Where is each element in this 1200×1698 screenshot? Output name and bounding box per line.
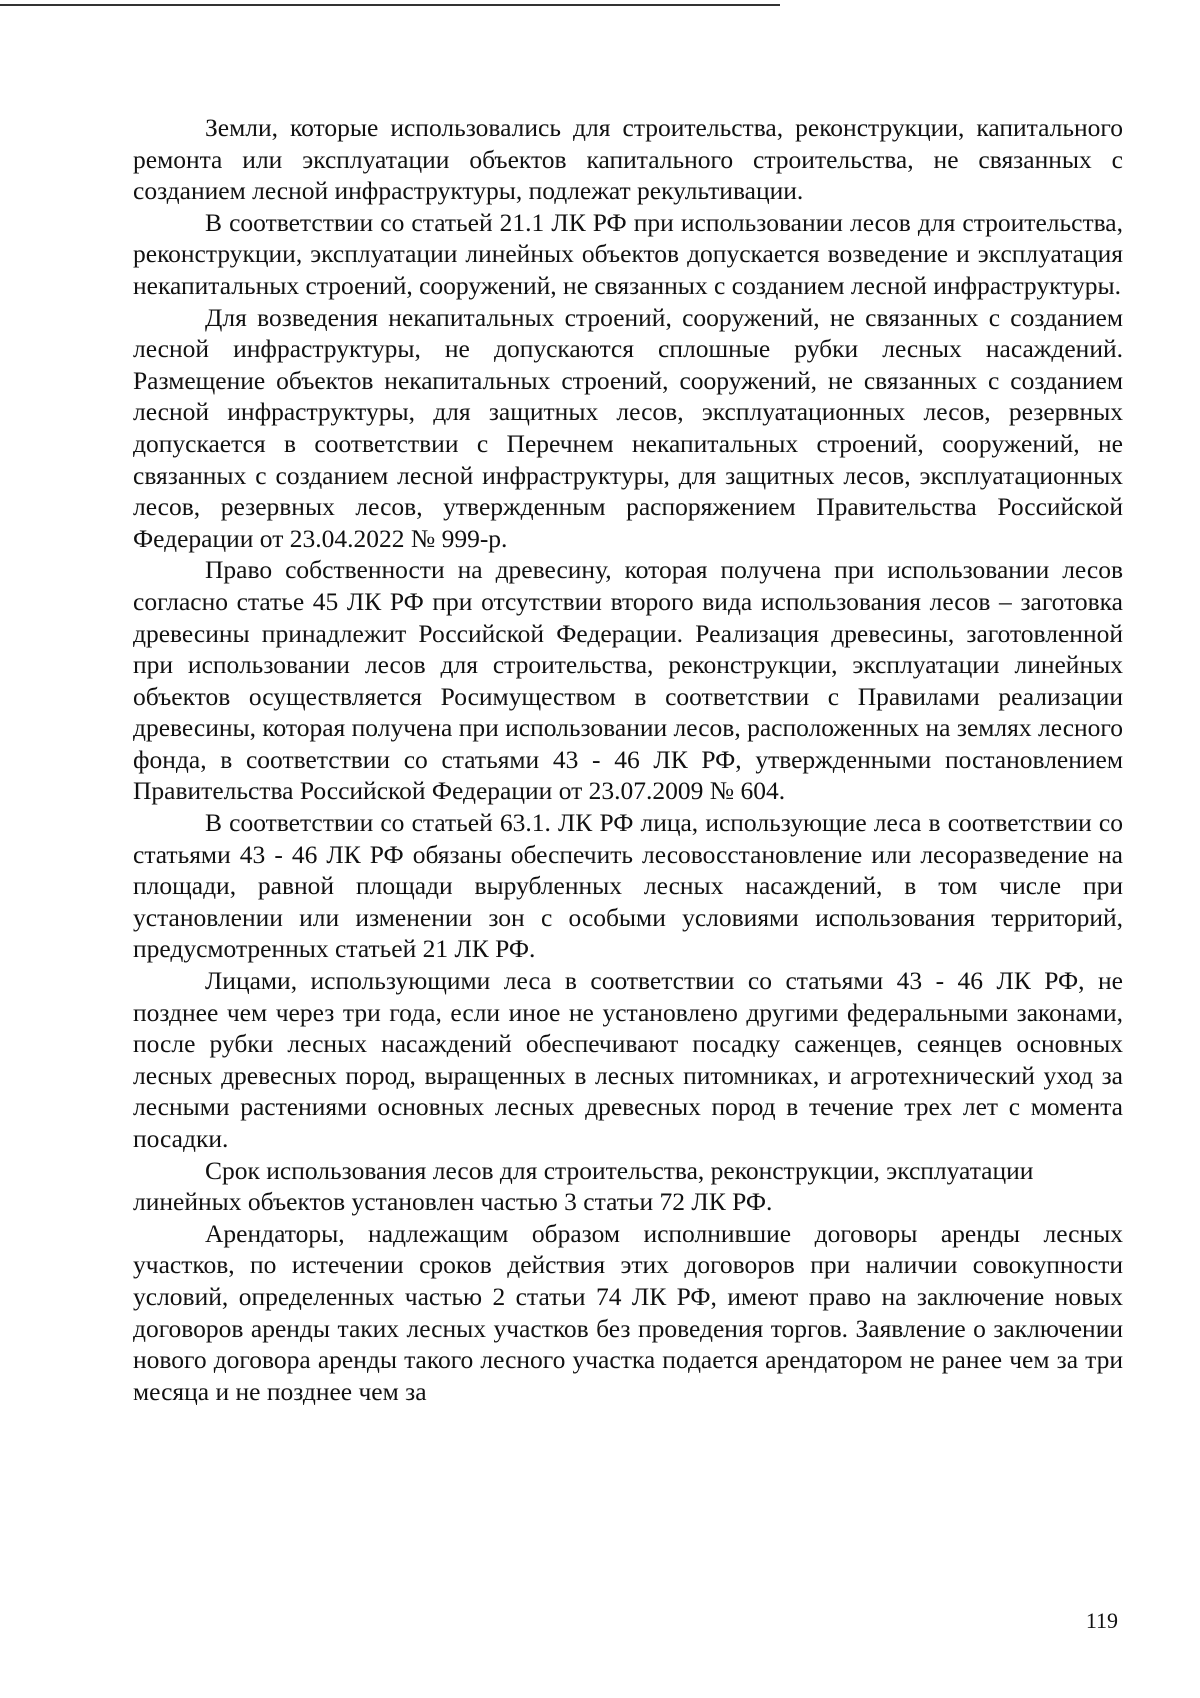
paragraph-timber-ownership: Право собственности на древесину, которая получена при использовании лесов согласно статье 45 ЛК РФ при отсутствии второго вида использования лесов – заготовка древесины принадлежит Российской Федерации. Реализация древесины, заготовленной при использовании лесов для строительства, реконструкции, эксплуатации линейных объектов осуществляется Росимуществом в соответствии с Правилами реализации древесины, которая получена при использовании лесов, расположенных на землях лесного фонда, в соответствии со статьями 43 - 46 ЛК РФ, утвержденными постановлением Правительства Российской Федерации от 23.07.2009 № 604. xyxy=(133,555,1123,806)
document-body xyxy=(133,112,1123,1407)
paragraph-article-21-1: В соответствии со статьей 21.1 ЛК РФ при использовании лесов для строительства, реконструкции, эксплуатации линейных объектов допускается возведение и эксплуатация некапитальных строений, сооружений, не связанных с созданием лесной инфраструктуры. xyxy=(133,207,1123,300)
paragraph-lease-renewal: Арендаторы, надлежащим образом исполнившие договоры аренды лесных участков, по истечении сроков действия этих договоров при наличии совокупности условий, определенных частью 2 статьи 74 ЛК РФ, имеют право на заключение новых договоров аренды таких лесных участков без проведения торгов. Заявление о заключении нового договора аренды такого лесного участка подается арендатором не ранее чем за три месяца и не позднее чем за xyxy=(133,1218,1123,1406)
paragraph-non-capital-structures: Для возведения некапитальных строений, сооружений, не связанных с созданием лесной инфраструктуры, не допускаются сплошные рубки лесных насаждений. Размещение объектов некапитальных строений, сооружений, не связанных с созданием лесной инфраструктуры, для защитных лесов, эксплуатационных лесов, резервных допускается в соответствии с Перечнем некапитальных строений, сооружений, не связанных с созданием лесной инфраструктуры, для защитных лесов, эксплуатационных лесов, резервных лесов, утвержденным распоряжением Правительства Российской Федерации от 23.04.2022 № 999-р. xyxy=(133,302,1123,553)
page-number: 119 xyxy=(1085,1608,1118,1633)
paragraph-article-63-1: В соответствии со статьей 63.1. ЛК РФ лица, использующие леса в соответствии со статьями 43 - 46 ЛК РФ обязаны обеспечить лесовосстановление или лесоразведение на площади, равной площади вырубленных лесных насаждений, в том числе при установлении или изменении зон с особыми условиями использования территорий, предусмотренных статьей 21 ЛК РФ. xyxy=(133,808,1123,964)
top-scan-rule xyxy=(0,4,780,6)
paragraph-usage-term: Срок использования лесов для строительства, реконструкции, эксплуатации линейных объектов установлен частью 3 статьи 72 ЛК РФ. xyxy=(133,1155,1034,1217)
paragraph-reforestation: Лицами, использующими леса в соответствии со статьями 43 - 46 ЛК РФ, не позднее чем через три года, если иное не установлено другими федеральными законами, после рубки лесных насаждений обеспечивают посадку саженцев, сеянцев основных лесных древесных пород, выращенных в лесных питомниках, и агротехнический уход за лесными растениями основных лесных древесных пород в течение трех лет с момента посадки. xyxy=(133,966,1123,1153)
paragraph-land-reclamation: Земли, которые использовались для строительства, реконструкции, капитального ремонта или эксплуатации объектов капитального строительства, не связанных с созданием лесной инфраструктуры, подлежат рекультивации. xyxy=(133,113,1123,206)
